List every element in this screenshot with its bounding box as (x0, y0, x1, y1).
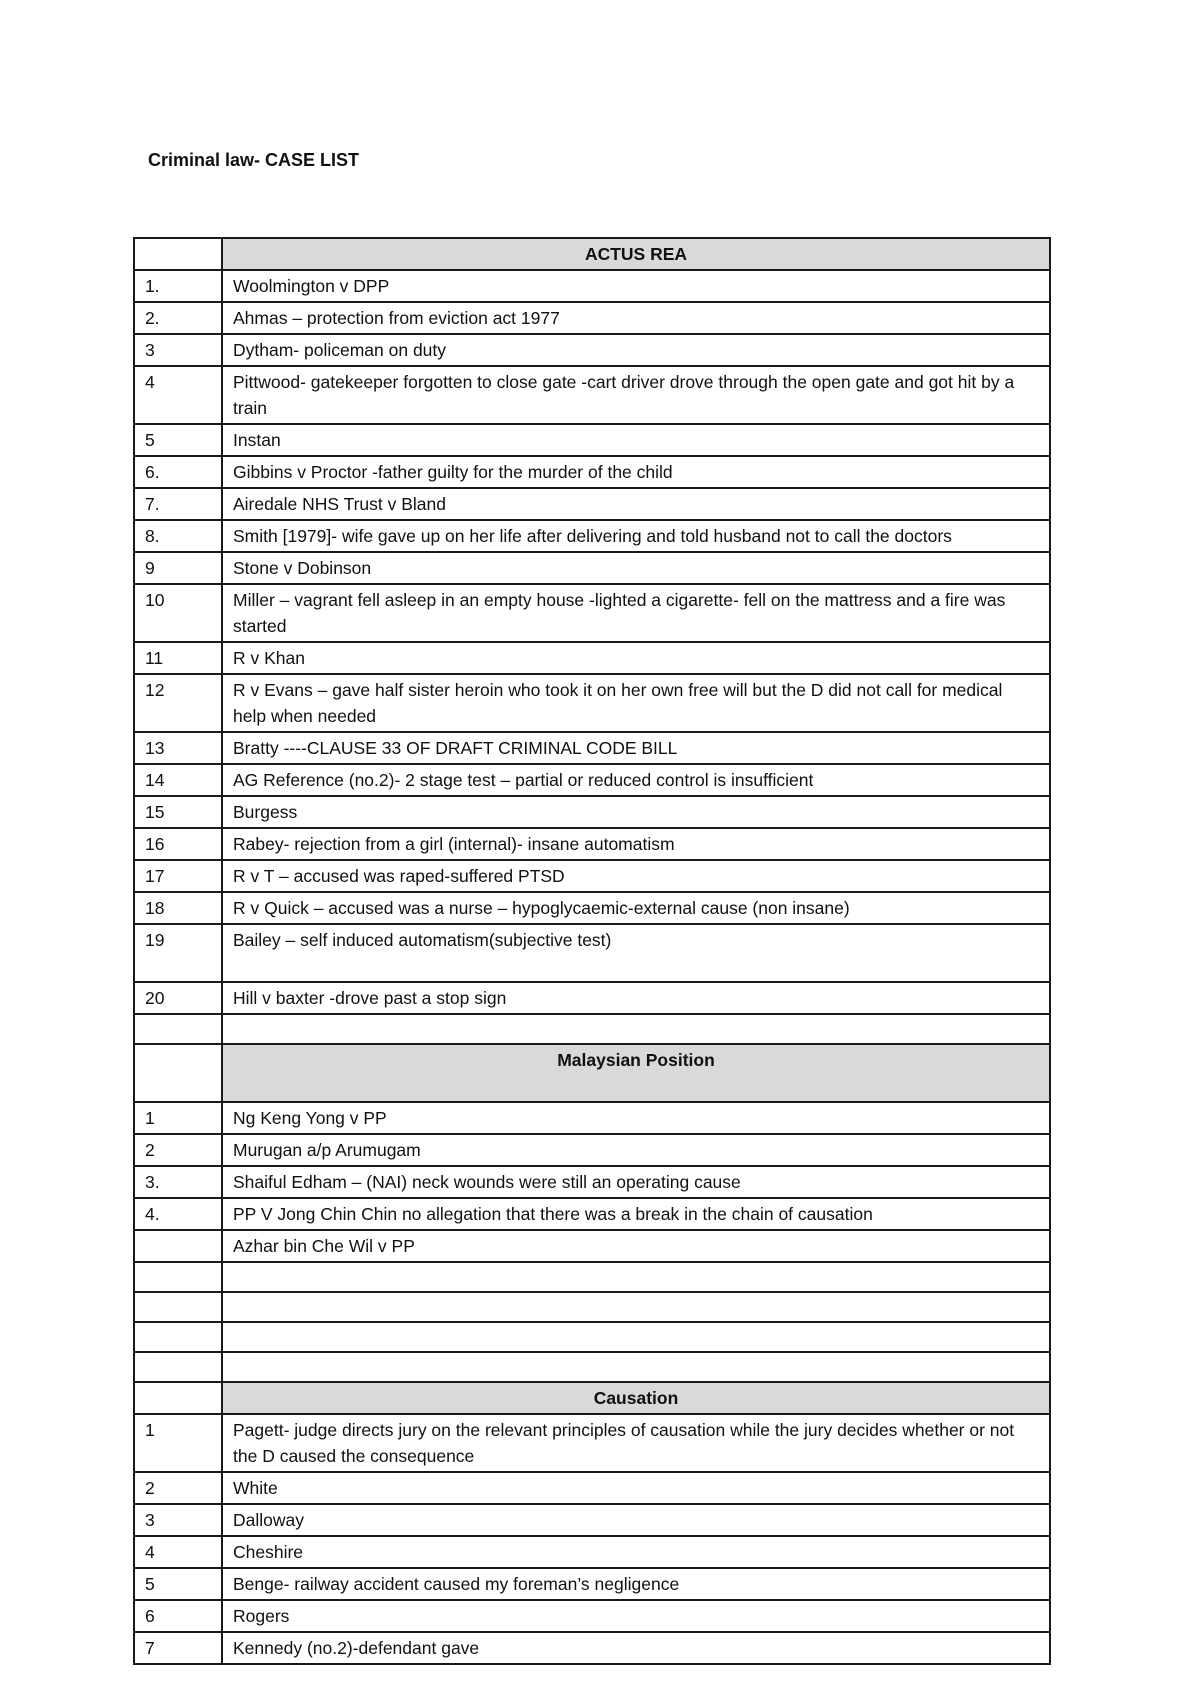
case-name-cell: Cheshire (222, 1536, 1050, 1568)
case-number-cell (134, 1322, 222, 1352)
case-number-cell: 20 (134, 982, 222, 1014)
case-name-cell: White (222, 1472, 1050, 1504)
case-number-cell (134, 1230, 222, 1262)
case-number-cell: 3 (134, 334, 222, 366)
case-name-cell: Bailey – self induced automatism(subjective test) (222, 924, 1050, 982)
case-row (134, 1198, 1050, 1230)
case-name-cell: Stone v Dobinson (222, 552, 1050, 584)
case-number-cell: 2. (134, 302, 222, 334)
case-number-cell: 1 (134, 1102, 222, 1134)
case-number-cell: 1. (134, 270, 222, 302)
case-name-cell: Murugan a/p Arumugam (222, 1134, 1050, 1166)
case-name-cell: R v Quick – accused was a nurse – hypoglycaemic-external cause (non insane) (222, 892, 1050, 924)
case-number-cell (134, 238, 222, 270)
case-number-cell: 9 (134, 552, 222, 584)
case-name-cell: Rogers (222, 1600, 1050, 1632)
case-name-cell: R v Khan (222, 642, 1050, 674)
case-name-cell: Gibbins v Proctor -father guilty for the murder of the child (222, 456, 1050, 488)
case-row (134, 1166, 1050, 1198)
case-name-cell (222, 1014, 1050, 1044)
case-row (134, 796, 1050, 828)
case-number-cell: 5 (134, 424, 222, 456)
blank-row (134, 1352, 1050, 1382)
case-row (134, 1568, 1050, 1600)
case-row (134, 520, 1050, 552)
case-row (134, 334, 1050, 366)
case-number-cell: 12 (134, 674, 222, 732)
case-number-cell: 6. (134, 456, 222, 488)
blank-row (134, 1262, 1050, 1292)
case-row (134, 1414, 1050, 1472)
case-number-cell: 3 (134, 1504, 222, 1536)
case-name-cell: Instan (222, 424, 1050, 456)
case-number-cell: 8. (134, 520, 222, 552)
blank-row (134, 1322, 1050, 1352)
case-name-cell: Dytham- policeman on duty (222, 334, 1050, 366)
case-row (134, 1134, 1050, 1166)
case-number-cell: 4. (134, 1198, 222, 1230)
case-row (134, 828, 1050, 860)
case-row (134, 1632, 1050, 1664)
case-list-body (134, 238, 1050, 1664)
case-number-cell: 18 (134, 892, 222, 924)
case-row (134, 1102, 1050, 1134)
case-row (134, 488, 1050, 520)
case-name-cell: AG Reference (no.2)- 2 stage test – partial or reduced control is insufficient (222, 764, 1050, 796)
case-name-cell: Miller – vagrant fell asleep in an empty house -lighted a cigarette- fell on the mattress and a fire was started (222, 584, 1050, 642)
case-name-cell (222, 1352, 1050, 1382)
section-title-cell: Malaysian Position (222, 1044, 1050, 1102)
case-row (134, 674, 1050, 732)
case-number-cell: 4 (134, 366, 222, 424)
case-row (134, 860, 1050, 892)
section-title-cell: Causation (222, 1382, 1050, 1414)
case-name-cell: Azhar bin Che Wil v PP (222, 1230, 1050, 1262)
case-row (134, 924, 1050, 982)
case-row (134, 1504, 1050, 1536)
case-name-cell: R v Evans – gave half sister heroin who took it on her own free will but the D did not call for medical help when needed (222, 674, 1050, 732)
case-number-cell (134, 1292, 222, 1322)
case-number-cell: 13 (134, 732, 222, 764)
section-header-row (134, 1382, 1050, 1414)
blank-row (134, 1014, 1050, 1044)
case-number-cell: 7 (134, 1632, 222, 1664)
case-name-cell: Pagett- judge directs jury on the relevant principles of causation while the jury decides whether or not the D caused the consequence (222, 1414, 1050, 1472)
case-name-cell: Benge- railway accident caused my foreman’s negligence (222, 1568, 1050, 1600)
case-number-cell (134, 1352, 222, 1382)
case-row (134, 642, 1050, 674)
case-row (134, 764, 1050, 796)
case-name-cell: Woolmington v DPP (222, 270, 1050, 302)
page-title: Criminal law- CASE LIST (148, 150, 360, 170)
case-name-cell: Kennedy (no.2)-defendant gave (222, 1632, 1050, 1664)
case-name-cell: Bratty ----CLAUSE 33 OF DRAFT CRIMINAL CODE BILL (222, 732, 1050, 764)
case-row (134, 424, 1050, 456)
case-row (134, 302, 1050, 334)
case-name-cell: Rabey- rejection from a girl (internal)- insane automatism (222, 828, 1050, 860)
case-number-cell: 16 (134, 828, 222, 860)
case-name-cell: R v T – accused was raped-suffered PTSD (222, 860, 1050, 892)
case-name-cell: Ng Keng Yong v PP (222, 1102, 1050, 1134)
case-number-cell: 7. (134, 488, 222, 520)
case-number-cell: 3. (134, 1166, 222, 1198)
case-name-cell (222, 1322, 1050, 1352)
case-number-cell (134, 1044, 222, 1102)
case-row (134, 732, 1050, 764)
case-number-cell: 10 (134, 584, 222, 642)
case-number-cell: 2 (134, 1472, 222, 1504)
case-name-cell (222, 1292, 1050, 1322)
case-row (134, 270, 1050, 302)
case-list-table (133, 237, 1051, 1665)
case-name-cell: PP V Jong Chin Chin no allegation that there was a break in the chain of causation (222, 1198, 1050, 1230)
case-row (134, 892, 1050, 924)
case-row (134, 982, 1050, 1014)
case-name-cell: Hill v baxter -drove past a stop sign (222, 982, 1050, 1014)
section-header-row (134, 238, 1050, 270)
case-number-cell: 15 (134, 796, 222, 828)
case-row (134, 1472, 1050, 1504)
section-title-cell: ACTUS REA (222, 238, 1050, 270)
case-number-cell: 1 (134, 1414, 222, 1472)
case-number-cell: 4 (134, 1536, 222, 1568)
case-number-cell (134, 1382, 222, 1414)
case-row (134, 584, 1050, 642)
case-number-cell: 5 (134, 1568, 222, 1600)
case-row (134, 456, 1050, 488)
blank-row (134, 1292, 1050, 1322)
case-name-cell: Smith [1979]- wife gave up on her life after delivering and told husband not to call the doctors (222, 520, 1050, 552)
case-number-cell: 14 (134, 764, 222, 796)
case-name-cell: Pittwood- gatekeeper forgotten to close gate -cart driver drove through the open gate and got hit by a train (222, 366, 1050, 424)
case-number-cell: 17 (134, 860, 222, 892)
case-name-cell: Ahmas – protection from eviction act 1977 (222, 302, 1050, 334)
case-name-cell: Dalloway (222, 1504, 1050, 1536)
case-name-cell: Airedale NHS Trust v Bland (222, 488, 1050, 520)
case-number-cell: 19 (134, 924, 222, 982)
case-row (134, 1600, 1050, 1632)
case-number-cell (134, 1262, 222, 1292)
case-row (134, 552, 1050, 584)
case-number-cell: 6 (134, 1600, 222, 1632)
section-header-row (134, 1044, 1050, 1102)
case-name-cell: Shaiful Edham – (NAI) neck wounds were still an operating cause (222, 1166, 1050, 1198)
case-row (134, 1536, 1050, 1568)
case-number-cell: 2 (134, 1134, 222, 1166)
case-number-cell: 11 (134, 642, 222, 674)
case-name-cell: Burgess (222, 796, 1050, 828)
case-name-cell (222, 1262, 1050, 1292)
case-number-cell (134, 1014, 222, 1044)
case-row (134, 1230, 1050, 1262)
case-row (134, 366, 1050, 424)
